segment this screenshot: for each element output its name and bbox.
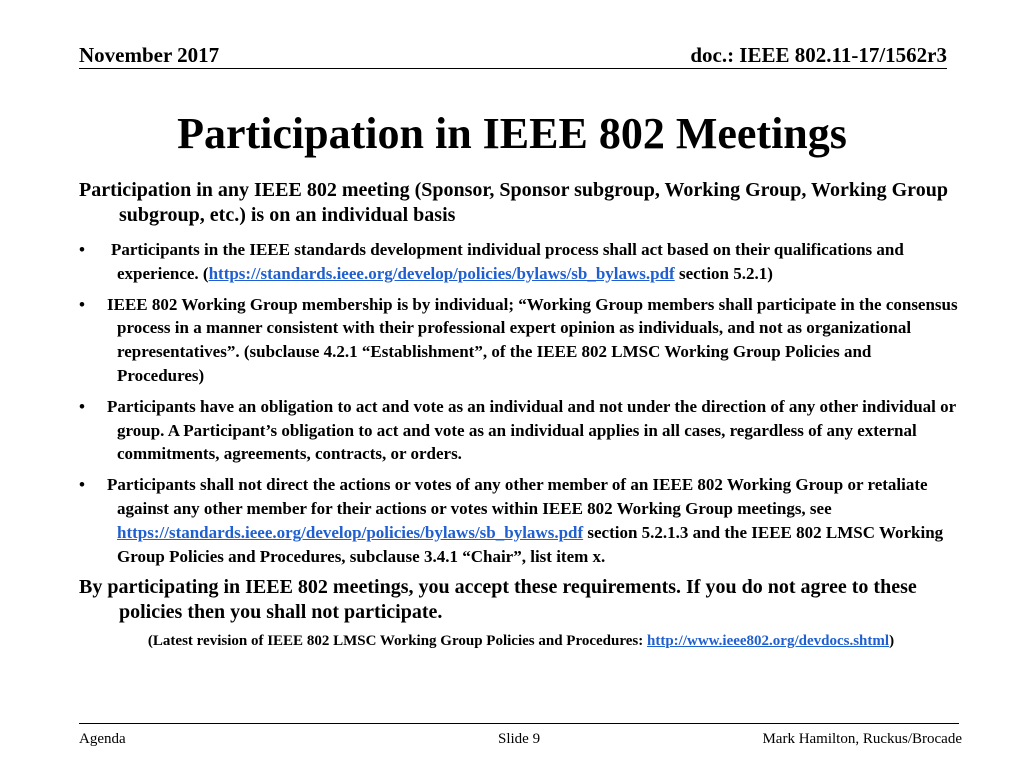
sb-bylaws-link[interactable]: https://standards.ieee.org/develop/policies/bylaws/sb_bylaws.pdf <box>208 263 675 283</box>
footer-divider <box>79 723 959 724</box>
footer-slide-number: Slide 9 <box>498 731 541 747</box>
latest-revision-note <box>79 631 955 651</box>
devdocs-link[interactable]: http://www.ieee802.org/devdocs.shtml <box>646 633 890 650</box>
bullet-marker: • <box>79 396 85 416</box>
bullet-2-text: IEEE 802 Working Group membership is by individual; “Working Group members shall participate in the consensus process in a manner consistent with their professional expert opinion as individuals, and not as organizational representatives”. (subclause 4.2.1 “Establishment”, of the IEEE 802 LMSC Working Group Policies and Procedures) <box>107 294 958 385</box>
footer-section: Agenda <box>79 731 126 747</box>
bullet-item-1 <box>79 238 959 286</box>
bullet-4-text: Participants shall not direct the actions or votes of any other member of an IEEE 802 Working Group or retaliate against any other member for their actions or votes within IEEE 802 Working Group meetings, see <box>107 475 928 518</box>
bullet-marker: • <box>79 240 85 259</box>
bullet-item-4 <box>79 473 959 568</box>
bullet-4-suffix: section 5.2.1.3 and the IEEE 802 LMSC Working Group Policies and Procedures, subclause 3.4.1 “Chair”, list item x. <box>117 522 944 566</box>
bullet-marker: • <box>79 475 85 495</box>
slide-body <box>79 178 959 651</box>
bullet-1-text: Participants in the IEEE standards development individual process shall act based on their qualifications and experience. ( <box>111 240 904 283</box>
footer-author: Mark Hamilton, Ruckus/Brocade <box>762 731 962 747</box>
bullet-marker: • <box>79 294 85 314</box>
slide-title: Participation in IEEE 802 Meetings <box>177 109 847 158</box>
closing-paragraph: By participating in IEEE 802 meetings, you accept these requirements. If you do not agree to these policies then you shall not participate. <box>79 576 917 624</box>
intro-paragraph: Participation in any IEEE 802 meeting (Sponsor, Sponsor subgroup, Working Group, Working Group subgroup, etc.) is on an individual basis <box>79 179 948 226</box>
bullet-item-3 <box>79 395 959 466</box>
bullet-item-2 <box>79 293 959 388</box>
bullet-3-text: Participants have an obligation to act and vote as an individual and not under the direction of any other individual or group. A Participant’s obligation to act and vote as an individual applies in all cases, regardless of any external commitments, agreements, contracts, or orders. <box>107 396 956 464</box>
sb-bylaws-link-2[interactable]: https://standards.ieee.org/develop/policies/bylaws/sb_bylaws.pdf <box>117 522 584 542</box>
bullet-1-suffix: section 5.2.1) <box>674 263 773 283</box>
latest-revision-text: (Latest revision of IEEE 802 LMSC Working Group Policies and Procedures: <box>147 633 647 650</box>
header-date: November 2017 <box>79 43 220 67</box>
header-doc-number: doc.: IEEE 802.11-17/1562r3 <box>690 43 947 67</box>
latest-revision-suffix: ) <box>889 633 895 650</box>
header-divider <box>79 68 947 69</box>
